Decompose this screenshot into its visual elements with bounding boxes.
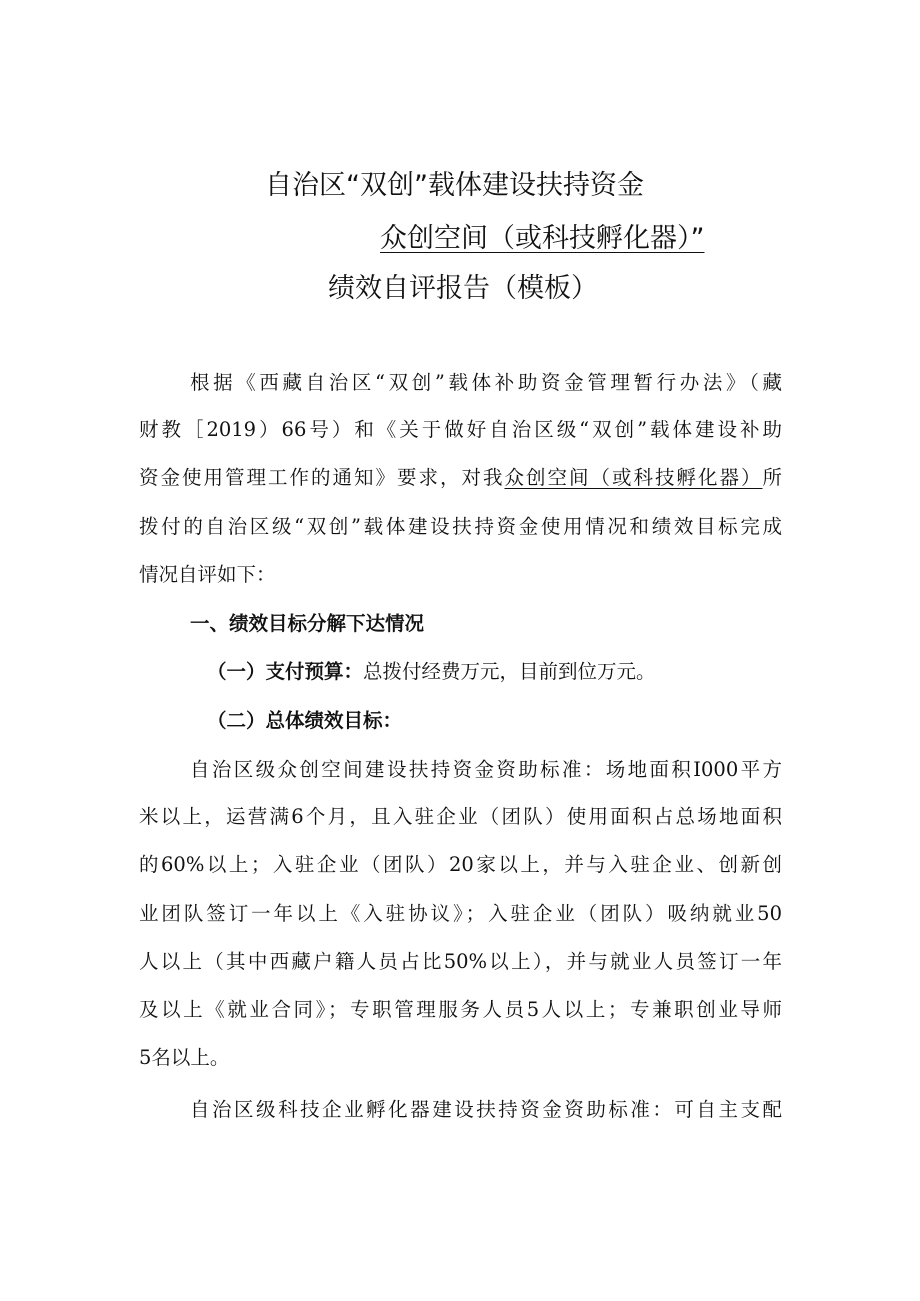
title-line-2: 众创空间（或科技孵化器）”: [380, 223, 705, 254]
goal-label: （二）总体绩效目标：: [207, 709, 403, 732]
budget-label: （一）支付预算：: [207, 660, 364, 683]
intro-line-3: [139, 463, 782, 493]
incubator-line-1: 自治区级科技企业孵化器建设扶持资金资助标准：可自主支配: [190, 1098, 782, 1121]
maker-space-line-2: 米以上，运营满6个月，且入驻企业（团队）使用面积占总场地面积: [139, 805, 782, 828]
maker-space-line-4: 业团队签订一年以上《入驻协议》；入驻企业（团队）吸纳就业50: [139, 902, 782, 925]
goal-item: [207, 706, 402, 736]
budget-text: 总拨付经费万元，目前到位万元。: [363, 660, 656, 683]
maker-space-line-1: 自治区级众创空间建设扶持资金资助标准：场地面积I000平方: [190, 758, 782, 781]
maker-space-line-5: 人以上（其中西藏户籍人员占比50%以上），并与就业人员签订一年: [139, 950, 782, 973]
intro-line-1: 根据《西藏自治区“双创”载体补助资金管理暂行办法》（藏: [190, 371, 782, 394]
intro-line-4: 拨付的自治区级“双创”载体建设扶持资金使用情况和绩效目标完成: [139, 515, 782, 538]
intro-line-5: 情况自评如下：: [139, 563, 276, 586]
section-heading-1: 一、绩效目标分解下达情况: [190, 612, 425, 635]
organization-blank: 众创空间（或科技孵化器）: [504, 466, 763, 489]
maker-space-line-7: 5名以上。: [139, 1046, 230, 1069]
budget-item: [207, 657, 656, 687]
title-line-3: 绩效自评报告（模板）: [328, 273, 598, 304]
intro-line-3-start: 资金使用管理工作的通知》要求，对我: [139, 466, 505, 489]
intro-line-2: 财教［2019）66号）和《关于做好自治区级“双创”载体建设补助: [139, 418, 782, 441]
maker-space-line-6: 及以上《就业合同》；专职管理服务人员5人以上；专兼职创业导师: [139, 998, 782, 1021]
intro-line-3-end: 所: [762, 466, 782, 489]
maker-space-line-3: 的60%以上；入驻企业（团队）20家以上，并与入驻企业、创新创: [139, 853, 782, 876]
title-line-1: 自治区“双创”载体建设扶持资金: [265, 170, 644, 201]
